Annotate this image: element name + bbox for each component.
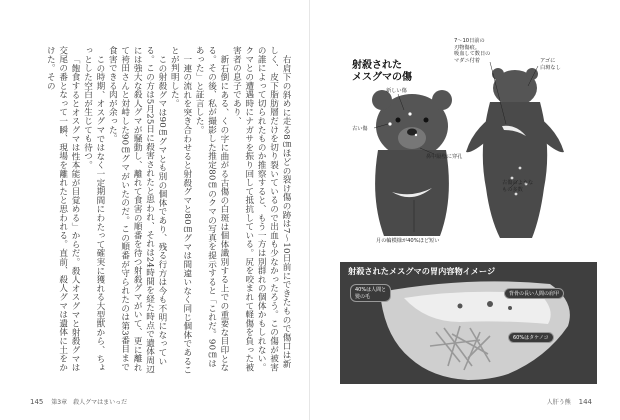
paragraph: 「飽食するとオスグマは性本能が目覚める」からだ。殺人オスグマと射殺グマは交尾の番となって一瞬、現場を離れたと思われる。直前、殺人グマは遺体に土をかけた。その: [45, 46, 81, 372]
fat-label: 40%は人間と 髪の毛: [350, 284, 391, 302]
figure-title: 射殺されたメスグマの胃内容物イメージ: [348, 266, 496, 276]
section-title: 人肝う熊: [546, 399, 571, 406]
nose-label: 鼻中隔壁に穿孔: [426, 154, 463, 160]
old-wound-label: 古い傷: [352, 126, 368, 132]
paragraph: 新石倒にある、くの字に曲がる古傷の白斑は個体識別する上での重要な目印となる。その後、私が撮影した推定80㎝のクマの写真を提示すると「これだ。90㎝はあった」と証言した。: [194, 46, 229, 372]
new-wound-label: 新しい傷: [386, 88, 407, 94]
bear-wound-figure: [340, 28, 598, 246]
left-footer: [30, 397, 127, 406]
bear-front-illustration: [372, 90, 452, 236]
old-scar-label: 古傷のような もの多数: [502, 180, 534, 193]
paragraph: この射殺グマは90㎝グマとも別の個体であり、残る行方は今も不明になっている。この方は5月25日に殺害されたと思われ、それは24時間を経た時点で遺体周辺には強大な殺人グマが騒動し、離れて食害の順番を待つ射殺グマがいて、更に離れて袴田さんと対峙した90㎝グマがいたのだ。この順番が守られたのは第3番目まで食害できる肉が余った。: [107, 46, 167, 374]
stomach-illustration: [340, 262, 597, 384]
crescent-label: 月の輪模様が40%ほど短い: [376, 238, 440, 244]
stomach-contents-figure: [340, 262, 597, 384]
chapter-title: 第3章 殺人グマはまいっだ: [51, 399, 128, 406]
chin-label: アゴに 白斑なし: [540, 58, 561, 71]
bear-back-illustration: [466, 68, 564, 238]
figure-title: 射殺された メスグマの傷: [352, 60, 412, 83]
stomach-wall-label: 背骨の長い人間の肩甲: [504, 288, 564, 299]
page-number: 144: [578, 398, 592, 406]
bamboo-label: 60%はタケノコ: [508, 332, 554, 343]
paragraph: 右肩下の斜めに走る8㎝ほどの裂け傷の跡は7〜10日前にできたもので傷口は新しく、皮下脂肪層だけを切り裂いているので出血も少なかったろう。この傷が被害の誰によって切られたものか推察すると、もう一方は別群れの個体かもしれない。クマとの遭遇時にナガサを振り回して抵抗している。尻を咬まれて軽傷を負った被害者の息子であり、: [231, 46, 291, 372]
paragraph: 一連の流れを突き合わせると射殺グマと80㎝グマは間違いなく同じ個体であることが判明した。: [169, 46, 192, 374]
right-footer: [547, 397, 592, 406]
wound-days-label: 7〜10日前の 刃物傷痕。 吸血して数日の マダニ付着: [454, 38, 491, 64]
paragraph: この時期、オスグマではなく一定期間にわたって確実に獲れる大型獣から、ちょっとした空白が生じても待つ。: [82, 46, 105, 372]
body-text: [30, 46, 292, 376]
page-number: 145: [30, 398, 44, 406]
